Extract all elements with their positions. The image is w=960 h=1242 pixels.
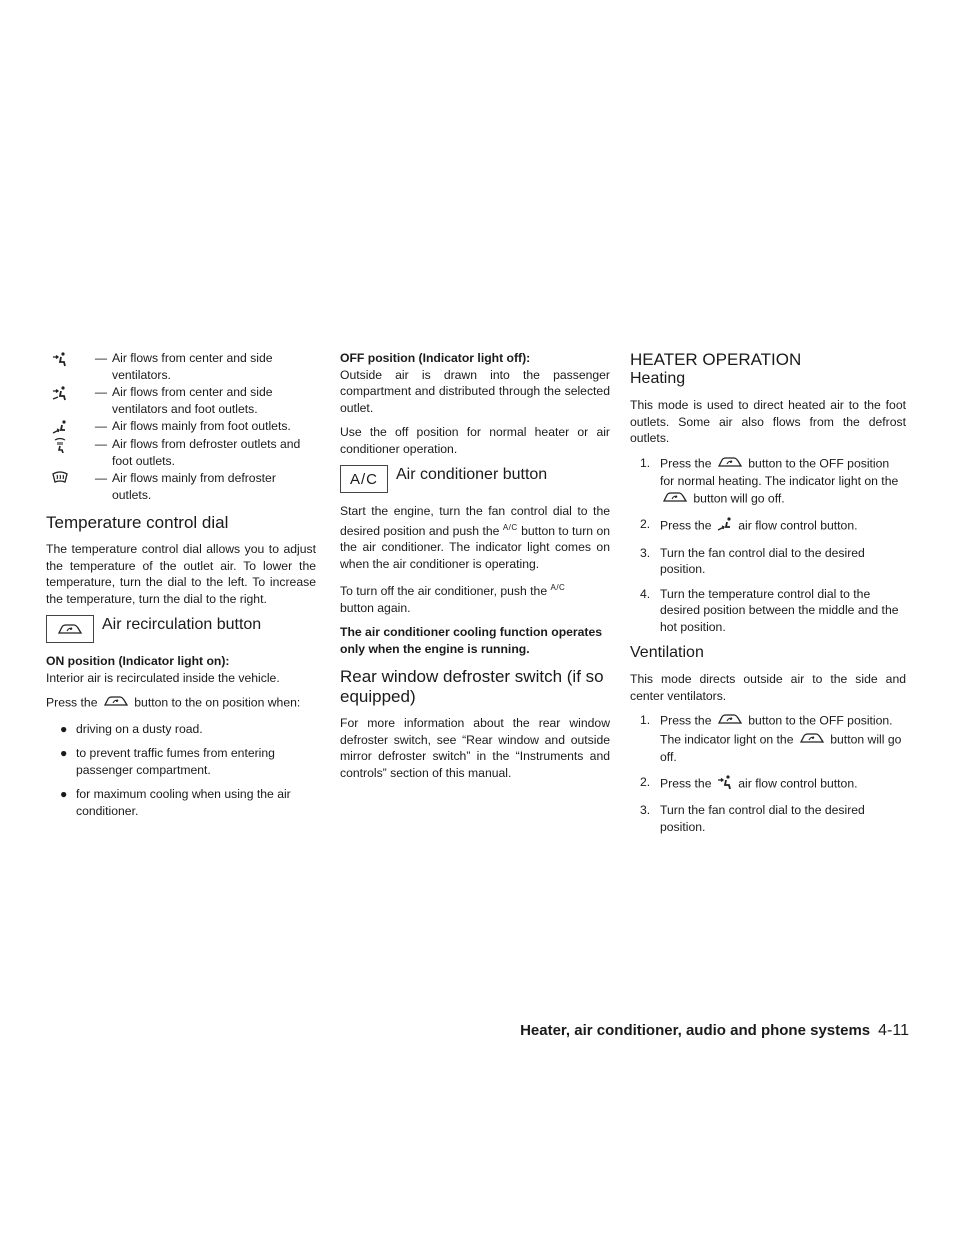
- foot-airflow-icon: [46, 418, 74, 435]
- heater-operation-title: HEATER OPERATION: [630, 350, 802, 369]
- ac-icon: A/C: [502, 522, 518, 532]
- vent-step-1: [640, 712, 906, 766]
- column-1: [46, 350, 316, 827]
- step-text: button to the OFF position for normal heating. The indicator light on the: [660, 455, 899, 488]
- step-text: Press the: [660, 518, 712, 533]
- page-footer: [499, 1022, 909, 1040]
- ac-icon: A/C: [550, 583, 566, 593]
- list-item: [60, 721, 316, 738]
- mode-text: Air flows mainly from defroster outlets.: [112, 471, 276, 502]
- mode-text: Air flows mainly from foot outlets.: [112, 419, 291, 433]
- ac-text-b: button to turn on the air conditioner. The indicator light comes on when the air conditioner is operating.: [340, 523, 611, 571]
- step-number: 1.: [640, 713, 651, 727]
- step-text: button will go off.: [660, 731, 902, 764]
- mode-foot: [46, 418, 316, 435]
- dash: —: [94, 385, 108, 399]
- step-text: Turn the fan control dial to the desired position.: [660, 803, 865, 834]
- step-text: air flow control button.: [738, 775, 858, 790]
- press-line: [46, 694, 316, 713]
- heating-step-2: [640, 516, 906, 537]
- bullet-text: for maximum cooling when using the air conditioner.: [76, 787, 291, 818]
- recirc-icon: [103, 694, 129, 713]
- footer-section-title: Heater, air conditioner, audio and phone systems: [520, 1022, 871, 1039]
- defrost-airflow-icon: [46, 470, 74, 503]
- on-position-text: Interior air is recirculated inside the vehicle.: [46, 670, 280, 685]
- dash: —: [94, 419, 108, 433]
- step-text: Press the: [660, 455, 712, 470]
- heating-step-3: [640, 545, 906, 578]
- bullet-icon: ●: [60, 787, 68, 801]
- vent-step-2: [640, 774, 906, 795]
- off-position-heading: OFF position (Indicator light off):: [340, 351, 531, 365]
- foot-airflow-icon: [717, 516, 733, 537]
- ac-off-b: button again.: [340, 600, 411, 615]
- ac-bold-note: The air conditioner cooling function operates only when the engine is running.: [340, 625, 603, 656]
- mode-defrost-foot: [46, 436, 316, 469]
- defrost-foot-airflow-icon: [46, 436, 74, 469]
- bullet-text: driving on a dusty road.: [76, 721, 203, 736]
- ac-heading-row: [340, 465, 610, 493]
- step-text: button to the OFF position. The indicator light on the: [660, 713, 893, 746]
- bullet-icon: ●: [60, 746, 68, 760]
- dash: —: [94, 351, 108, 365]
- temperature-text: The temperature control dial allows you to adjust the temperature of the outlet air. To lower the temperature, turn the dial to the left. To increase the temperature, turn the dial to the right.: [46, 542, 316, 606]
- column-2: [340, 350, 610, 789]
- step-text: Turn the temperature control dial to the desired position between the middle and the hot position.: [660, 586, 899, 634]
- bilevel-airflow-icon: [46, 384, 74, 417]
- dash: —: [94, 437, 108, 451]
- ventilation-text: This mode directs outside air to the side and center ventilators.: [630, 672, 906, 703]
- recirc-icon: [662, 490, 688, 509]
- page-number: 4-11: [878, 1022, 909, 1039]
- step-number: 3.: [640, 803, 651, 817]
- vent-airflow-icon: [717, 774, 733, 795]
- press-rest-text: button to the on position when:: [134, 695, 301, 710]
- heating-step-4: [640, 586, 906, 636]
- step-number: 1.: [640, 455, 651, 470]
- mode-vent: [46, 350, 316, 383]
- dash: —: [94, 471, 108, 485]
- mode-text: Air flows from center and side ventilators.: [112, 351, 273, 382]
- off-position-text-2: Use the off position for normal heater or air conditioner operation.: [340, 425, 610, 456]
- temperature-heading: Temperature control dial: [46, 513, 229, 532]
- step-text: air flow control button.: [738, 518, 858, 533]
- recirc-heading: Air recirculation button: [102, 616, 262, 633]
- heating-text: This mode is used to direct heated air to the foot outlets. Some air also flows from the defrost outlets.: [630, 398, 906, 445]
- bullet-icon: ●: [60, 721, 68, 736]
- recirc-icon: [799, 731, 825, 750]
- mode-bilevel: [46, 384, 316, 417]
- rear-defroster-text: For more information about the rear window defroster switch, see “Rear window and outside mirror defroster switch” in the “Instruments and controls” section of this manual.: [340, 716, 610, 780]
- step-number: 2.: [640, 774, 651, 789]
- step-number: 4.: [640, 586, 651, 601]
- recirc-heading-row: [46, 615, 316, 643]
- vent-airflow-icon: [46, 350, 74, 383]
- ac-text: [340, 503, 610, 572]
- step-number: 2.: [640, 517, 651, 531]
- list-item: [60, 745, 316, 778]
- step-number: 3.: [640, 545, 651, 560]
- step-text: button will go off.: [693, 490, 785, 505]
- ventilation-title: Ventilation: [630, 644, 704, 661]
- recirc-icon: [46, 615, 94, 643]
- step-text: Press the: [660, 713, 712, 728]
- recirc-icon: [717, 712, 743, 731]
- on-position-heading: ON position (Indicator light on):: [46, 654, 230, 668]
- mode-text: Air flows from defroster outlets and foot outlets.: [112, 437, 301, 468]
- vent-step-3: [640, 802, 906, 835]
- bullet-text: to prevent traffic fumes from entering passenger compartment.: [76, 746, 275, 777]
- step-text: Turn the fan control dial to the desired position.: [660, 545, 865, 576]
- mode-text: Air flows from center and side ventilators and foot outlets.: [112, 385, 273, 416]
- ac-off-text: [340, 580, 610, 616]
- heating-step-1: [640, 455, 906, 509]
- heating-title: Heating: [630, 370, 686, 387]
- mode-defrost: [46, 470, 316, 503]
- ac-heading: Air conditioner button: [396, 466, 548, 483]
- ac-icon: A/C: [340, 465, 388, 493]
- recirc-icon: [717, 455, 743, 474]
- step-text: Press the: [660, 775, 712, 790]
- column-3: [630, 350, 906, 843]
- ac-text-a: Start the engine, turn the fan control dial to the desired position and push the: [340, 504, 610, 538]
- off-position-text: Outside air is drawn into the passenger compartment and distributed through the selected outlet.: [340, 367, 610, 415]
- rear-defroster-heading: Rear window defroster switch (if so equipped): [340, 667, 604, 707]
- list-item: [60, 786, 316, 819]
- ac-off-a: To turn off the air conditioner, push the: [340, 584, 548, 599]
- press-the-text: Press the: [46, 695, 98, 710]
